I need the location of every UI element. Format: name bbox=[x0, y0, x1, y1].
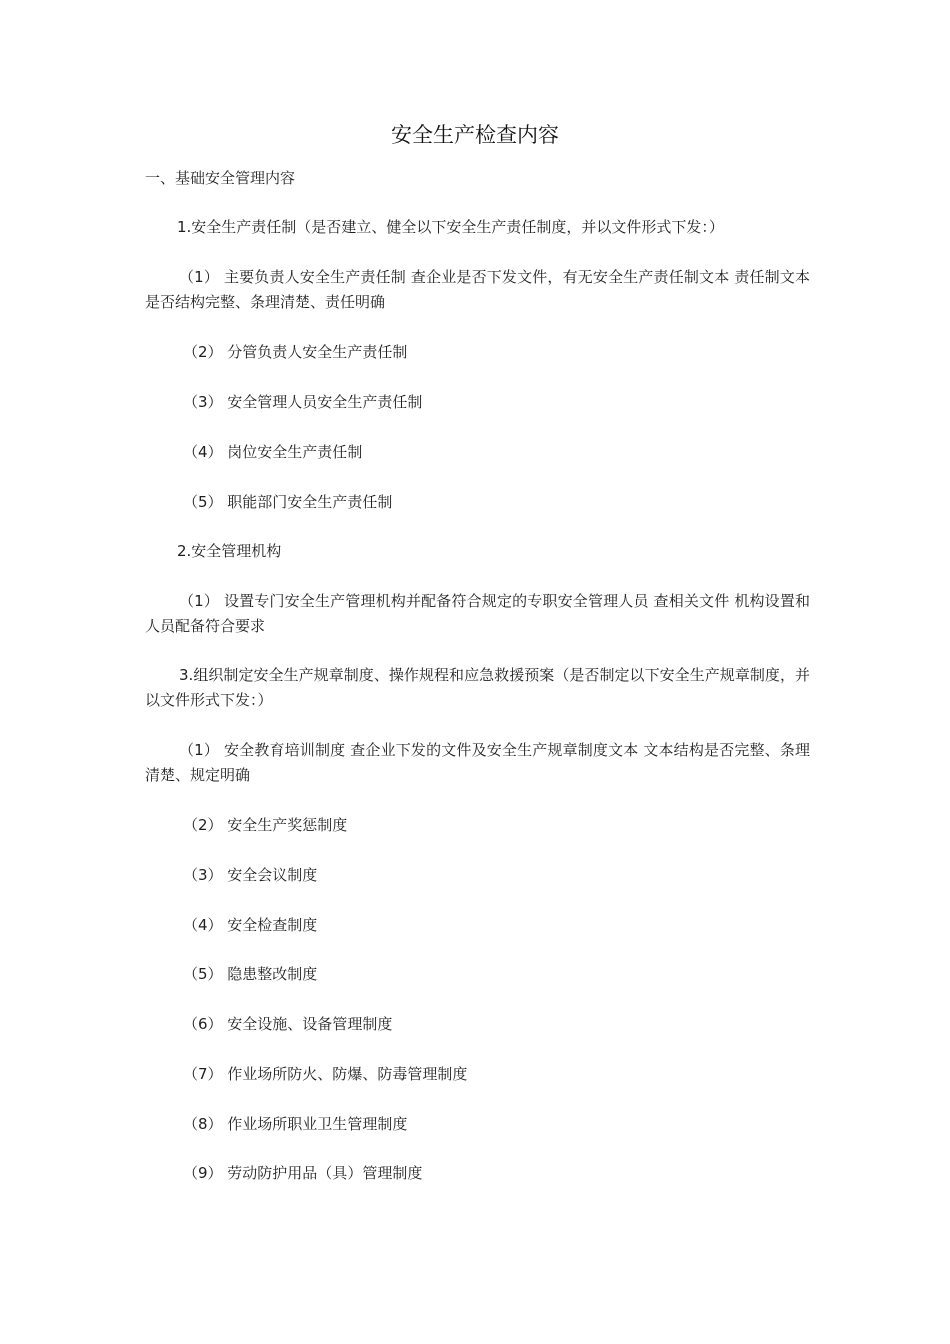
list-item-regulations-2: （2） 安全生产奖惩制度 bbox=[183, 816, 348, 834]
list-item-responsibility-3: （3） 安全管理人员安全生产责任制 bbox=[183, 393, 423, 411]
list-item-regulations-3: （3） 安全会议制度 bbox=[183, 866, 318, 884]
list-item-regulations-1: （1） 安全教育培训制度 查企业下发的文件及安全生产规章制度文本 文本结构是否完整、条理清楚、规定明确 bbox=[145, 741, 810, 784]
list-item-regulations-9: （9） 劳动防护用品（具）管理制度 bbox=[183, 1164, 423, 1182]
list-item-regulations-5: （5） 隐患整改制度 bbox=[183, 965, 318, 983]
list-item-responsibility-1: （1） 主要负责人安全生产责任制 查企业是否下发文件，有无安全生产责任制文本 责任制文本是否结构完整、条理清楚、责任明确 bbox=[145, 268, 810, 311]
list-item-regulations-8: （8） 作业场所职业卫生管理制度 bbox=[183, 1115, 408, 1133]
subsection-heading-regulations: 3.组织制定安全生产规章制度、操作规程和应急救援预案（是否制定以下安全生产规章制度，并以文件形式下发：） bbox=[145, 666, 810, 709]
list-item-management-org-1: （1） 设置专门安全生产管理机构并配备符合规定的专职安全管理人员 查相关文件 机构设置和人员配备符合要求 bbox=[145, 592, 810, 635]
section-heading-basic-management: 一、基础安全管理内容 bbox=[145, 169, 296, 187]
list-item-regulations-4: （4） 安全检查制度 bbox=[183, 916, 318, 934]
page-title: 安全生产检查内容 bbox=[391, 123, 559, 147]
subsection-heading-responsibility: 1.安全生产责任制（是否建立、健全以下安全生产责任制度，并以文件形式下发：） bbox=[177, 218, 724, 236]
list-item-responsibility-5: （5） 职能部门安全生产责任制 bbox=[183, 493, 393, 511]
list-item-regulations-7: （7） 作业场所防火、防爆、防毒管理制度 bbox=[183, 1065, 468, 1083]
subsection-heading-management-org: 2.安全管理机构 bbox=[177, 542, 282, 560]
list-item-responsibility-4: （4） 岗位安全生产责任制 bbox=[183, 443, 363, 461]
list-item-responsibility-2: （2） 分管负责人安全生产责任制 bbox=[183, 343, 408, 361]
list-item-regulations-6: （6） 安全设施、设备管理制度 bbox=[183, 1015, 393, 1033]
